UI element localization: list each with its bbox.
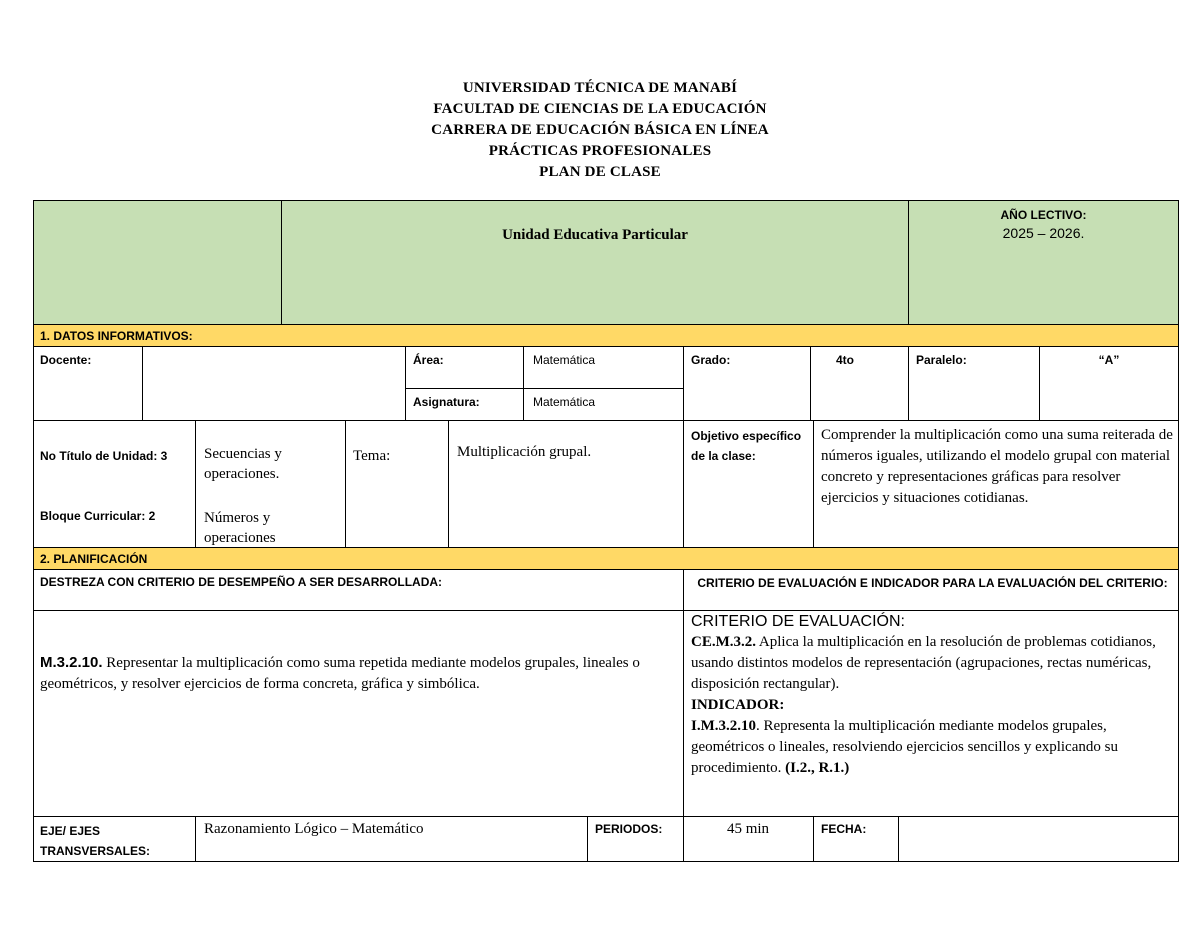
indicador-code: I.M.3.2.10 (691, 718, 756, 734)
docente-label: Docente: (40, 353, 92, 367)
criterio-text: Aplica la multiplicación en la resolución de problemas cotidianos, usando distintos modelos de representación (agrupaciones, rectas numéricas, disposición rectangular). (691, 634, 1156, 692)
periodos-label: PERIODOS: (595, 822, 663, 836)
bloque-value: Números y operaciones (204, 510, 276, 546)
section2-title-bar (33, 547, 1179, 570)
bloque-label: Bloque Curricular: 2 (40, 509, 156, 523)
criterio-code: CE.M.3.2. (691, 634, 756, 650)
practice-title: PRÁCTICAS PROFESIONALES (488, 143, 712, 159)
paralelo-label: Paralelo: (916, 353, 967, 367)
area-value: Matemática (533, 353, 596, 367)
unidad-label: No Título de Unidad: 3 (40, 449, 168, 463)
objetivo-label: Objetivo específico de la clase: (691, 429, 802, 463)
section1-title-bar (33, 324, 1179, 347)
objetivo-value: Comprender la multiplicación como una suma reiterada de números iguales, utilizando el modelo grupal con material concreto y representaciones gráficas para resolver ejercicios y situaciones cotidianas. (821, 427, 1173, 506)
career-name: CARRERA DE EDUCACIÓN BÁSICA EN LÍNEA (431, 122, 769, 138)
destreza-code: M.3.2.10. (40, 654, 103, 671)
tema-label: Tema: (353, 448, 391, 464)
criterio-title: CRITERIO DE EVALUACIÓN: (691, 613, 905, 630)
destreza-text: Representar la multiplicación como suma repetida mediante modelos grupales, lineales o geométricos, y resolver ejercicios de forma concreta, gráfica y simbólica. (40, 655, 640, 692)
eje-label: EJE/ EJES TRANSVERSALES: (40, 824, 151, 858)
area-label: Área: (413, 353, 444, 367)
institution-name: Unidad Educativa Particular (502, 227, 688, 243)
destreza-description (40, 652, 670, 695)
tema-value: Multiplicación grupal. (457, 444, 592, 460)
document-header (0, 78, 1200, 183)
indicador-description (691, 716, 1175, 779)
university-name: UNIVERSIDAD TÉCNICA DE MANABÍ (462, 80, 738, 96)
paralelo-value: “A” (1098, 353, 1120, 367)
logo-cell (33, 200, 282, 325)
destreza-header: DESTREZA CON CRITERIO DE DESEMPEÑO A SER DESARROLLADA: (40, 575, 443, 589)
unidad-value: Secuencias y operaciones. (204, 446, 282, 482)
indicador-text: . Representa la multiplicación mediante modelos grupales, geométricos o lineales, resolviendo ejercicios sencillos y explicando su procedimiento. (691, 718, 1118, 776)
year-cell (908, 200, 1179, 325)
criterio-description (691, 632, 1175, 695)
section2-title: 2. PLANIFICACIÓN (40, 552, 148, 566)
asignatura-value: Matemática (533, 395, 596, 409)
year-label: AÑO LECTIVO: (1000, 208, 1087, 222)
grado-value: 4to (836, 353, 854, 367)
criterio-block (691, 612, 1175, 779)
faculty-name: FACULTAD DE CIENCIAS DE LA EDUCACIÓN (433, 101, 767, 117)
indicador-ref: (I.2., R.1.) (785, 760, 850, 776)
year-value: 2025 – 2026. (1002, 225, 1085, 241)
eje-value: Razonamiento Lógico – Matemático (204, 821, 424, 837)
fecha-label: FECHA: (821, 822, 867, 836)
institution-cell (281, 200, 909, 325)
datos-row (33, 346, 1179, 421)
asignatura-label: Asignatura: (413, 395, 480, 409)
section1-title: 1. DATOS INFORMATIVOS: (40, 329, 193, 343)
periodos-value: 45 min (726, 821, 770, 837)
indicador-title: INDICADOR: (691, 697, 785, 713)
plan-title: PLAN DE CLASE (539, 164, 661, 180)
grado-label: Grado: (691, 353, 731, 367)
criterio-header: CRITERIO DE EVALUACIÓN E INDICADOR PARA LA EVALUACIÓN DEL CRITERIO: (697, 576, 1168, 590)
